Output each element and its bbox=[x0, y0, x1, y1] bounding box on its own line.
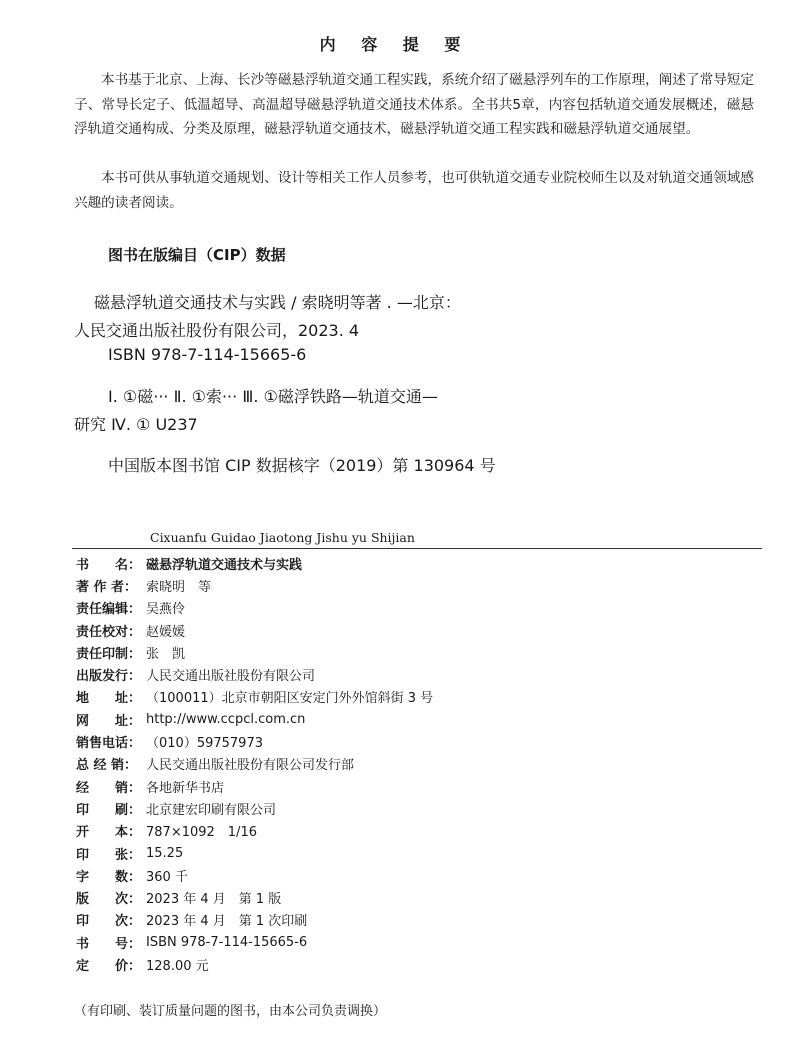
colophon-label: 网 址： bbox=[76, 713, 142, 729]
colophon-row bbox=[76, 797, 433, 819]
colophon-row bbox=[76, 641, 433, 663]
colophon-label: 出版发行： bbox=[76, 669, 142, 685]
colophon-label: 字 数： bbox=[76, 869, 142, 885]
colophon-value: 人民交通出版社股份有限公司 bbox=[146, 669, 316, 685]
summary-text-1: 本书基于北京、上海、长沙等磁悬浮轨道交通工程实践，系统介绍了磁悬浮列车的工作原理，阐述了常导短定子、常导长定子、低温超导、高温超导磁悬浮轨道交通技术体系。全书共5章，内容包括轨道交通发展概述，磁悬浮轨道交通构成、分类及原理，磁悬浮轨道交通技术，磁悬浮轨道交通工程实践和磁悬浮轨道交通展望。 bbox=[74, 72, 754, 137]
colophon-value: 吴燕伶 bbox=[146, 602, 186, 618]
colophon-label: 责任印制： bbox=[76, 646, 142, 662]
colophon-label: 印 刷： bbox=[76, 802, 142, 818]
colophon-label: 总 经 销： bbox=[76, 758, 138, 774]
colophon-row bbox=[76, 619, 433, 641]
colophon-value: 赵媛媛 bbox=[146, 624, 186, 640]
colophon-value: 磁悬浮轨道交通技术与实践 bbox=[146, 557, 303, 573]
colophon-value: 128.00 元 bbox=[146, 958, 209, 974]
colophon-label: 地 址： bbox=[76, 691, 142, 707]
summary-paragraph-2 bbox=[74, 166, 754, 215]
colophon-value: 人民交通出版社股份有限公司发行部 bbox=[146, 758, 355, 774]
colophon-value: （100011）北京市朝阳区安定门外外馆斜街 3 号 bbox=[146, 691, 434, 707]
summary-title: 内 容 提 要 bbox=[319, 35, 471, 54]
cip-subjects-1: Ⅰ. ①磁··· Ⅱ. ①索··· Ⅲ. ①磁浮铁路—轨道交通— bbox=[108, 387, 438, 406]
cip-subjects-2: 研究 Ⅳ. ① U237 bbox=[74, 415, 198, 434]
colophon-value: 15.25 bbox=[146, 845, 184, 861]
colophon-table bbox=[76, 552, 433, 976]
colophon-divider bbox=[72, 548, 762, 549]
colophon-value: 张 凯 bbox=[146, 646, 186, 662]
colophon-label: 责任校对： bbox=[76, 624, 142, 640]
colophon-row bbox=[76, 820, 433, 842]
colophon-row bbox=[76, 931, 433, 953]
colophon-label: 书 名： bbox=[76, 557, 142, 573]
cip-heading: 图书在版编目（CIP）数据 bbox=[108, 246, 286, 264]
colophon-row bbox=[76, 574, 433, 596]
colophon-value: 2023 年 4 月 第 1 次印刷 bbox=[146, 914, 308, 930]
colophon-row bbox=[76, 686, 433, 708]
colophon-label: 责任编辑： bbox=[76, 602, 142, 618]
colophon-value: 索晓明 等 bbox=[146, 579, 212, 595]
colophon-label: 著 作 者： bbox=[76, 579, 138, 595]
colophon-value: 各地新华书店 bbox=[146, 780, 225, 796]
quality-note: （有印刷、装订质量问题的图书，由本公司负责调换） bbox=[74, 1004, 387, 1019]
colophon-row bbox=[76, 909, 433, 931]
colophon-value: 360 千 bbox=[146, 869, 188, 885]
colophon-row bbox=[76, 663, 433, 685]
colophon-label: 开 本： bbox=[76, 825, 142, 841]
colophon-label: 版 次： bbox=[76, 892, 142, 908]
colophon-row bbox=[76, 864, 433, 886]
book-title-pinyin: Cixuanfu Guidao Jiaotong Jishu yu Shijian bbox=[150, 530, 415, 545]
summary-text-2: 本书可供从事轨道交通规划、设计等相关工作人员参考，也可供轨道交通专业院校师生以及对轨道交通领域感兴趣的读者阅读。 bbox=[74, 170, 754, 211]
colophon-value: 2023 年 4 月 第 1 版 bbox=[146, 892, 282, 908]
colophon-row bbox=[76, 730, 433, 752]
colophon-value: （010）59757973 bbox=[146, 736, 263, 752]
colophon-row bbox=[76, 953, 433, 975]
colophon-row bbox=[76, 753, 433, 775]
colophon-label: 书 号： bbox=[76, 936, 142, 952]
colophon-label: 经 销： bbox=[76, 780, 142, 796]
colophon-label: 销售电话： bbox=[76, 736, 142, 752]
colophon-value[interactable]: http://www.ccpcl.com.cn bbox=[146, 711, 306, 727]
cip-line-2: 人民交通出版社股份有限公司，2023. 4 bbox=[74, 321, 360, 340]
colophon-row bbox=[76, 552, 433, 574]
colophon-row bbox=[76, 775, 433, 797]
colophon-label: 印 次： bbox=[76, 914, 142, 930]
colophon-row bbox=[76, 886, 433, 908]
summary-paragraph-1 bbox=[74, 68, 754, 142]
colophon-row bbox=[76, 842, 433, 864]
colophon-row bbox=[76, 708, 433, 730]
colophon-row bbox=[76, 597, 433, 619]
cip-isbn: ISBN 978-7-114-15665-6 bbox=[108, 345, 307, 364]
colophon-value: 北京建宏印刷有限公司 bbox=[146, 802, 277, 818]
colophon-value: ISBN 978-7-114-15665-6 bbox=[146, 934, 308, 950]
colophon-value: 787×1092 1/16 bbox=[146, 825, 257, 841]
colophon-label: 定 价： bbox=[76, 958, 142, 974]
colophon-label: 印 张： bbox=[76, 847, 142, 863]
cip-approval: 中国版本图书馆 CIP 数据核字（2019）第 130964 号 bbox=[108, 456, 496, 475]
cip-line-1: 磁悬浮轨道交通技术与实践 / 索晓明等著 . —北京： bbox=[94, 293, 461, 312]
